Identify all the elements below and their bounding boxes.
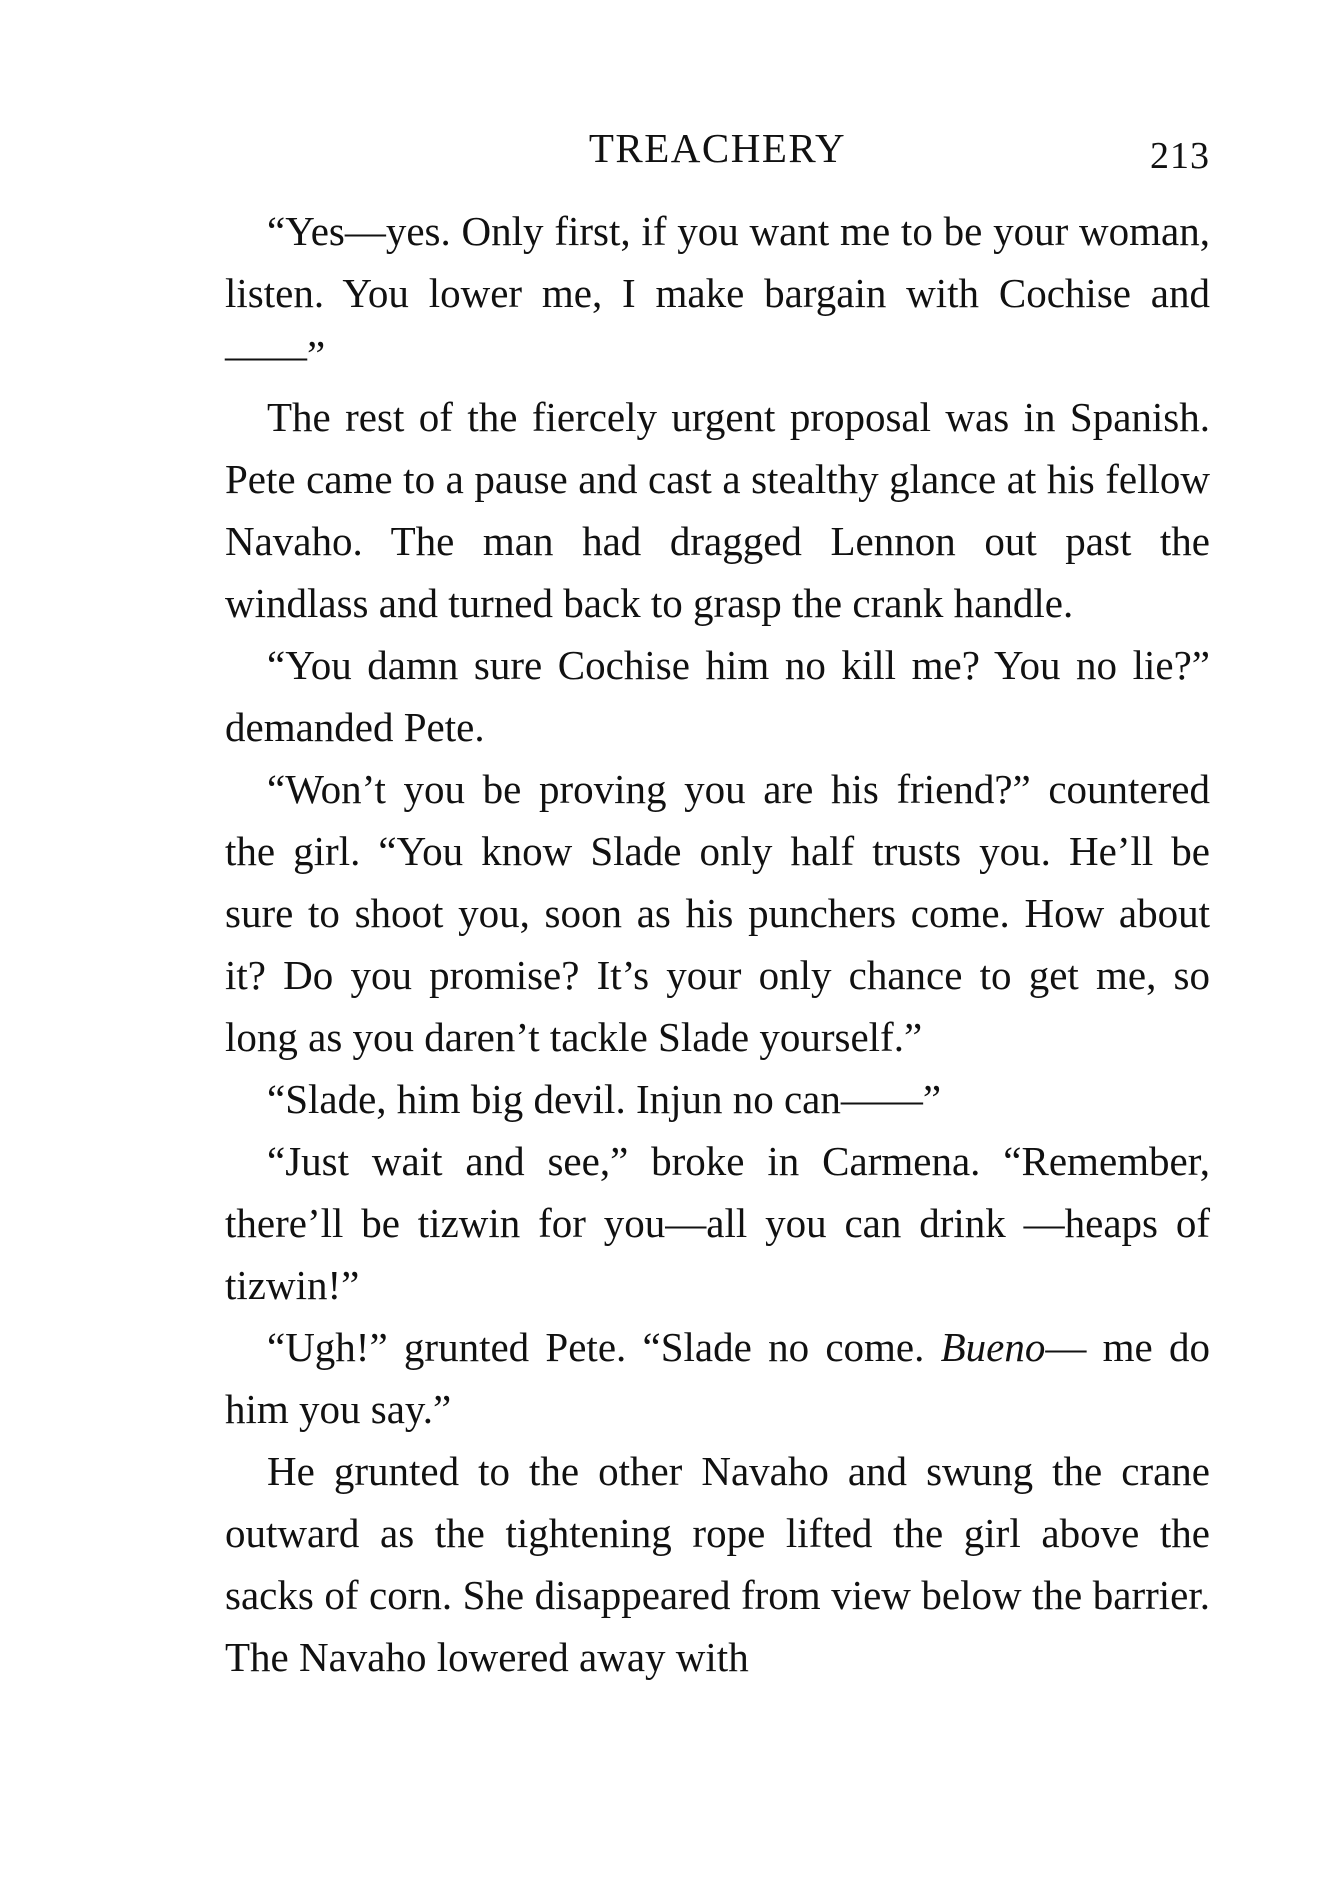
body-text (225, 200, 1210, 1688)
running-title: TREACHERY (588, 125, 847, 171)
paragraph-6: “Just wait and see,” broke in Carmena. “Remember, there’ll be tizwin for you—all you can drink —heaps of tizwin!” (225, 1138, 1210, 1308)
book-page (225, 0, 1210, 1898)
page-number: 213 (1150, 135, 1210, 177)
paragraph-7 (225, 1316, 1210, 1440)
running-head (225, 122, 1210, 177)
paragraph-8: He grunted to the other Navaho and swung the crane outward as the tightening rope lifted the girl above the sacks of corn. She disappeared from view below the barrier. The Navaho lowered away with (225, 1448, 1210, 1680)
paragraph-1: “Yes—yes. Only first, if you want me to be your woman, listen. You lower me, I make bargain with Cochise and——” (225, 208, 1210, 378)
paragraph-7-italic-word: Bueno (940, 1324, 1046, 1370)
paragraph-2: The rest of the fiercely urgent proposal was in Spanish. Pete came to a pause and cast a stealthy glance at his fellow Navaho. The man had dragged Lennon out past the windlass and turned back to grasp the crank handle. (225, 394, 1210, 626)
paragraph-5: “Slade, him big devil. Injun no can——” (267, 1076, 942, 1122)
paragraph-7-text-after: — me do him you say.” (225, 1324, 1211, 1432)
paragraph-4: “Won’t you be proving you are his friend?” countered the girl. “You know Slade only half trusts you. He’ll be sure to shoot you, soon as his punchers come. How about it? Do you promise? It’s your only chance to get me, so long as you daren’t tackle Slade yourself.” (225, 766, 1210, 1060)
paragraph-7-text-before: “Ugh!” grunted Pete. “Slade no come. (267, 1324, 941, 1370)
paragraph-3: “You damn sure Cochise him no kill me? You no lie?” demanded Pete. (225, 642, 1210, 750)
